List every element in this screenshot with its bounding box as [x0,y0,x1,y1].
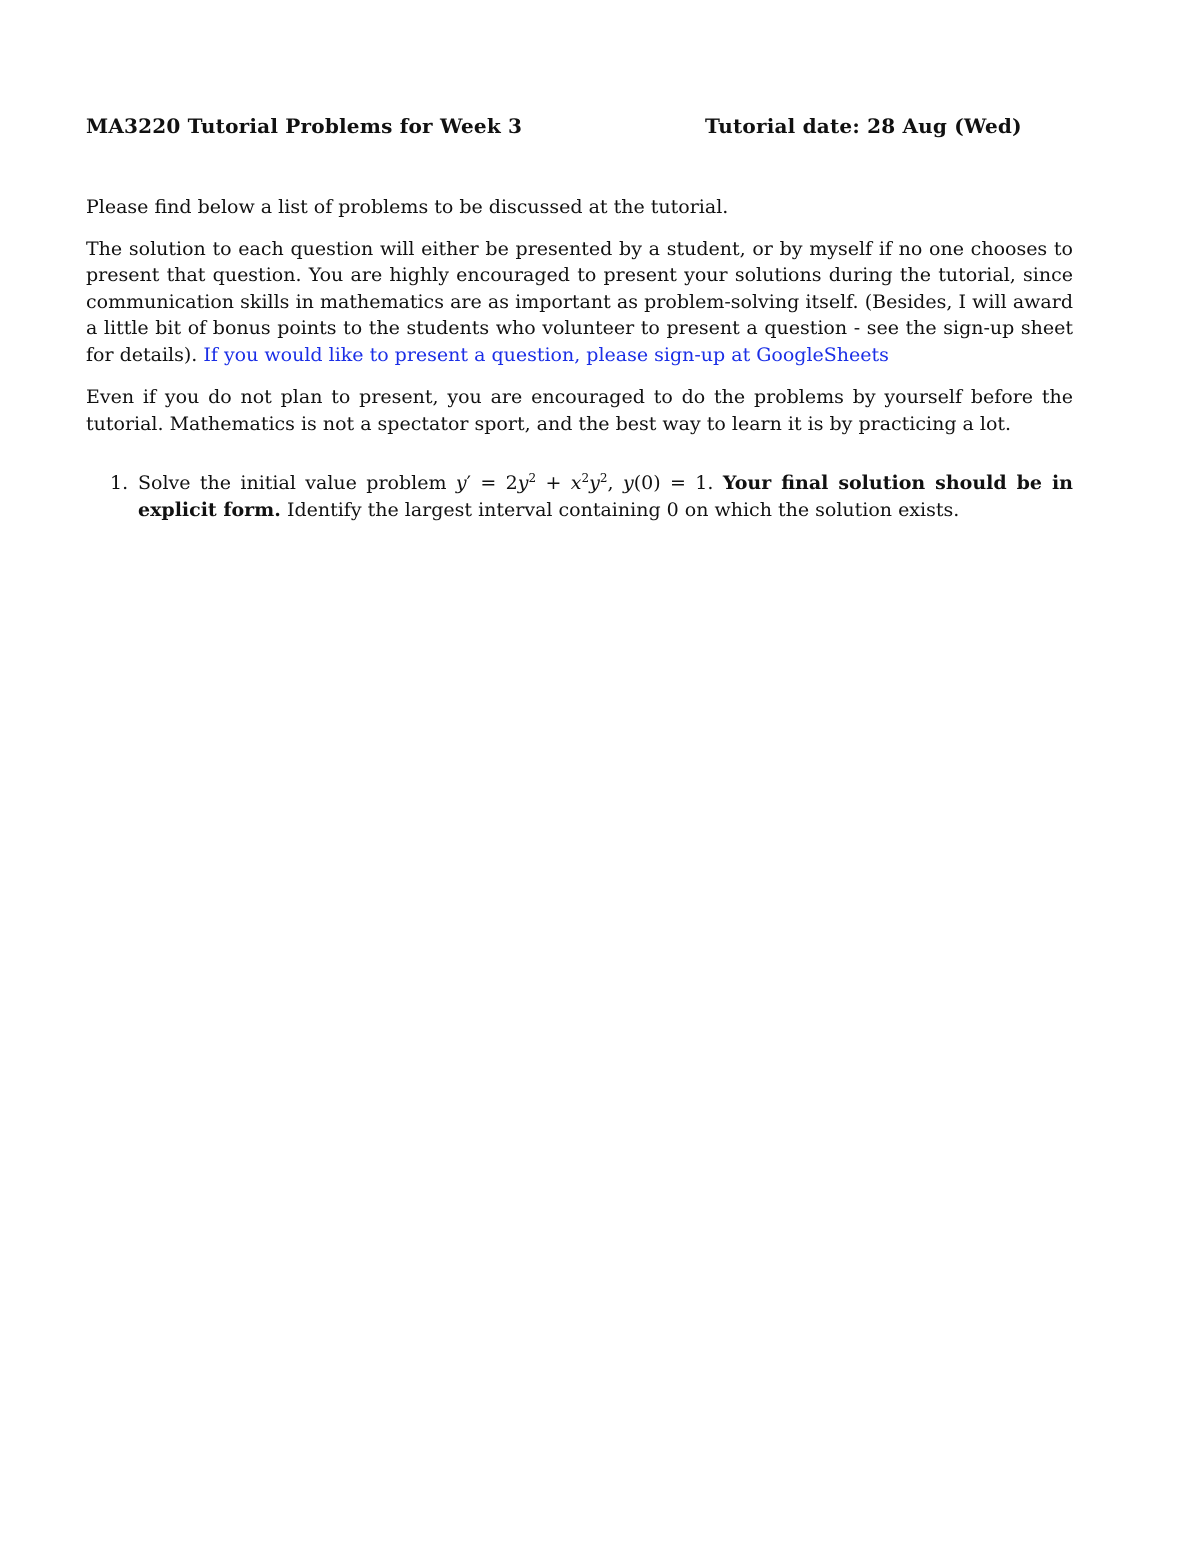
document-header [86,112,1073,146]
problem-emphasis: Your final solution should be in explicit form. [138,472,1073,521]
presentation-paragraph [86,236,1073,369]
document-page [86,112,1073,540]
problem-rest: Identify the largest interval containing 0 on which the solution exists. [286,499,960,521]
presentation-text: The solution to each question will either be presented by a student, or by myself if no one chooses to present that question. You are highly encouraged to present your solutions during the tutorial, since communication skills in mathematics are as important as problem-solving itself. (Besides, I will award a little bit of bonus points to the students who volunteer to present a question - see the sign-up sheet for details). [86,237,1073,366]
problem-list [86,470,1073,524]
tutorial-date: Tutorial date: 28 Aug (Wed) [705,114,1022,138]
document-title: MA3220 Tutorial Problems for Week 3 [86,114,523,138]
problem-number: 1. [110,472,129,494]
problem-lead: Solve the initial value problem [138,472,447,494]
problem-item [86,470,1073,524]
practice-paragraph: Even if you do not plan to present, you are encouraged to do the problems by yourself before the tutorial. Mathematics is not a spectator sport, and the best way to learn it is by practicing a lot. [86,386,1073,435]
signup-link[interactable]: If you would like to present a question, please sign-up at GoogleSheets [203,343,889,366]
problem-equation: $y' = 2y^2 + x^2y^2$, y(0) = 1. [455,471,714,494]
intro-paragraph: Please find below a list of problems to be discussed at the tutorial. [86,196,729,218]
